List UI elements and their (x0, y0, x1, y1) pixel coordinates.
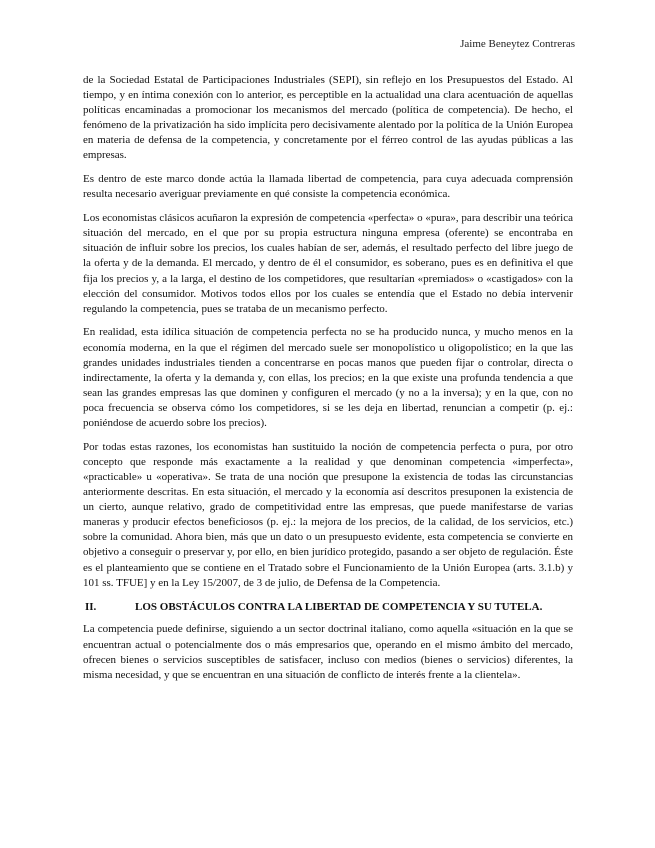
document-body (83, 73, 573, 692)
section-title: LOS OBSTÁCULOS CONTRA LA LIBERTAD DE COMPETENCIA Y SU TUTELA. (135, 601, 543, 614)
section-number: II. (85, 601, 97, 614)
paragraph: de la Sociedad Estatal de Participaciones Industriales (SEPI), sin reflejo en los Presupuestos del Estado. Al tiempo, y en íntima conexión con lo anterior, es perceptible en la actualidad una clara acentuación de aquellas políticas encaminadas a promocionar los mecanismos del mercado (política de competencia). De hecho, el fenómeno de la privatización ha sido implícita pero decisivamente alentado por la política de la Unión Europea en materia de defensa de la competencia, y concretamente por el férreo control de las ayudas públicas a las empresas. (83, 74, 573, 162)
section-heading (83, 599, 573, 615)
paragraph: Por todas estas razones, los economistas han sustituido la noción de competencia perfecta o pura, por otro concepto que responde más exactamente a la realidad y que denominan competencia «imperfecta», «practicable» u «operativa». Se trata de una noción que presupone la existencia de todas las circunstancias anteriormente descritas. En esta situación, el mercado y la economía así descritos presuponen la existencia de un cierto, aunque relativo, grado de competitividad entre las empresas, que puede manifestarse de varias maneras y producir efectos beneficiosos (p. ej.: la mejora de los precios, de la calidad, de los servicios, etc.) sobre la comunidad. Ahora bien, más que un dato o un presupuesto evidente, esta competencia se convierte en objetivo a conseguir o preservar y, por ello, en bien jurídico protegido, pasando a ser objeto de regulación. Éste es el planteamiento que se contiene en el Tratado sobre el Funcionamiento de la Unión Europea (arts. 3.1.b) y 101 ss. TFUE] y en la Ley 15/2007, de 3 de julio, de Defensa de la Competencia. (83, 440, 573, 589)
paragraph: La competencia puede definirse, siguiendo a un sector doctrinal italiano, como aquella «situación en la que se encuentran actual o potencialmente dos o más empresarios que, operando en el mismo ámbito del mercado, ofrecen bienes o servicios susceptibles de satisfacer, incluso con medios (bienes o servicios) diferentes, la misma necesidad, y que se encuentran en una situación de conflicto de interés frente a la clientela». (83, 623, 573, 681)
paragraph: En realidad, esta idílica situación de competencia perfecta no se ha producido nunca, y mucho menos en la economía moderna, en la que el régimen del mercado suele ser monopolístico u oligopolístico; en la que las grandes unidades industriales tienden a concentrarse en pocas manos que pueden fijar o controlar, directa o indirectamente, la oferta y la demanda y, con ellas, los precios; en la que existe una profunda tendencia a que sean las grandes empresas las que dominen y configuren el mercado (y no a la inversa); y en la que, con no poca frecuencia se observa cómo los competidores, si se les deja en libertad, renuncian a competir (p. ej.: poniéndose de acuerdo sobre los precios). (83, 326, 573, 430)
paragraph: Es dentro de este marco donde actúa la llamada libertad de competencia, para cuya adecuada comprensión resulta necesario averiguar previamente en qué consiste la competencia económica. (83, 173, 573, 201)
running-header-author: Jaime Beneytez Contreras (460, 38, 575, 50)
paragraph: Los economistas clásicos acuñaron la expresión de competencia «perfecta» o «pura», para describir una teórica situación del mercado, en el que por su propia estructura ninguna empresa (oferente) se encontraba en situación de influir sobre los precios, los cuales habían de ser, además, el resultado perfecto del libre juego de la oferta y de la demanda. El mercado, y dentro de él el consumidor, es soberano, pues es en definitiva el que fija los precios y, a la larga, el destino de los competidores, que resultarían «premiados» o «castigados» con la elección del consumidor. Motivos todos ellos por los cuales se entendía que el Estado no debía intervenir regulando la competencia, pues se trataba de un mecanismo perfecto. (83, 212, 573, 315)
